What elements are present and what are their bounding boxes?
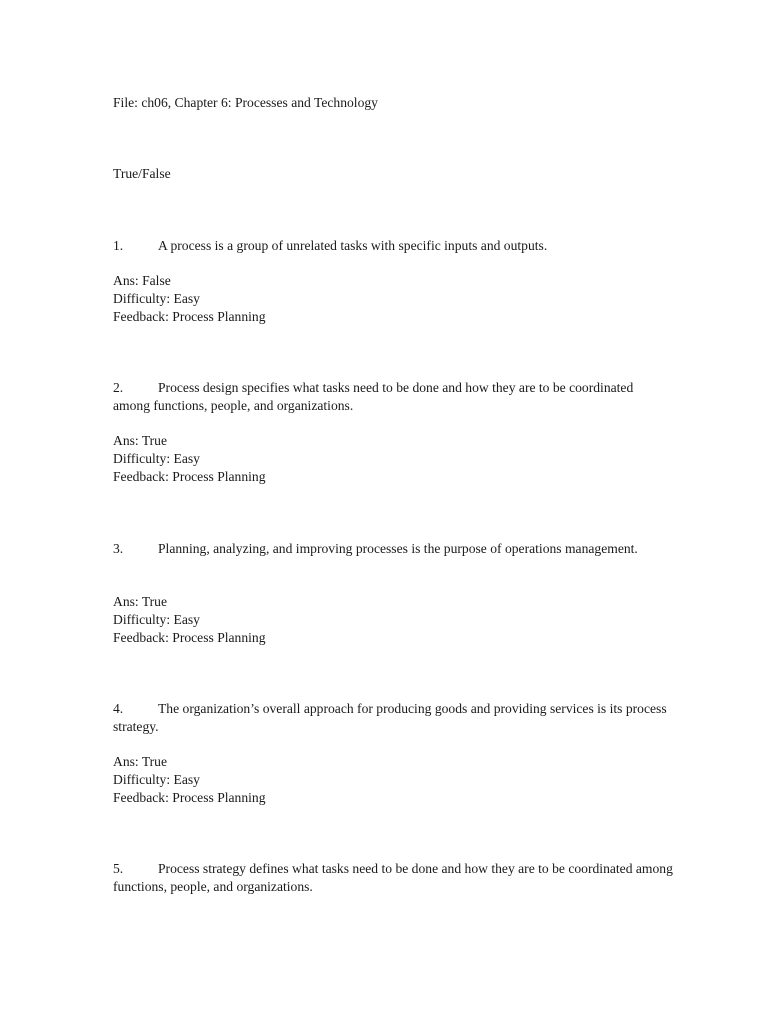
question-1 [113,237,673,255]
question-2-meta [113,432,266,486]
feedback: Feedback: Process Planning [113,309,266,324]
difficulty: Difficulty: Easy [113,291,200,306]
feedback: Feedback: Process Planning [113,469,266,484]
question-2 [113,379,673,415]
question-number: 5. [113,861,124,876]
answer: Ans: True [113,754,168,769]
answer: Ans: False [113,273,171,288]
question-number: 1. [113,238,124,253]
feedback: Feedback: Process Planning [113,790,266,805]
question-text: The organization’s overall approach for producing goods and providing services is its process strategy. [113,701,667,734]
question-1-meta [113,272,266,326]
answer: Ans: True [113,594,168,609]
file-title: File: ch06, Chapter 6: Processes and Technology [113,95,378,110]
question-number: 4. [113,701,124,716]
question-4 [113,700,673,736]
question-text: Planning, analyzing, and improving processes is the purpose of operations management. [158,541,638,556]
feedback: Feedback: Process Planning [113,630,266,645]
question-4-meta [113,753,266,807]
question-text: A process is a group of unrelated tasks with specific inputs and outputs. [158,238,548,253]
difficulty: Difficulty: Easy [113,451,200,466]
difficulty: Difficulty: Easy [113,772,200,787]
question-text: Process strategy defines what tasks need to be done and how they are to be coordinated among functions, people, and organizations. [113,861,673,894]
section-title: True/False [113,166,171,181]
answer: Ans: True [113,433,168,448]
question-number: 2. [113,380,124,395]
question-5 [113,860,673,896]
difficulty: Difficulty: Easy [113,612,200,627]
question-text: Process design specifies what tasks need to be done and how they are to be coordinated among functions, people, and organizations. [113,380,634,413]
question-3-meta [113,593,266,647]
question-number: 3. [113,541,124,556]
question-3 [113,540,673,558]
